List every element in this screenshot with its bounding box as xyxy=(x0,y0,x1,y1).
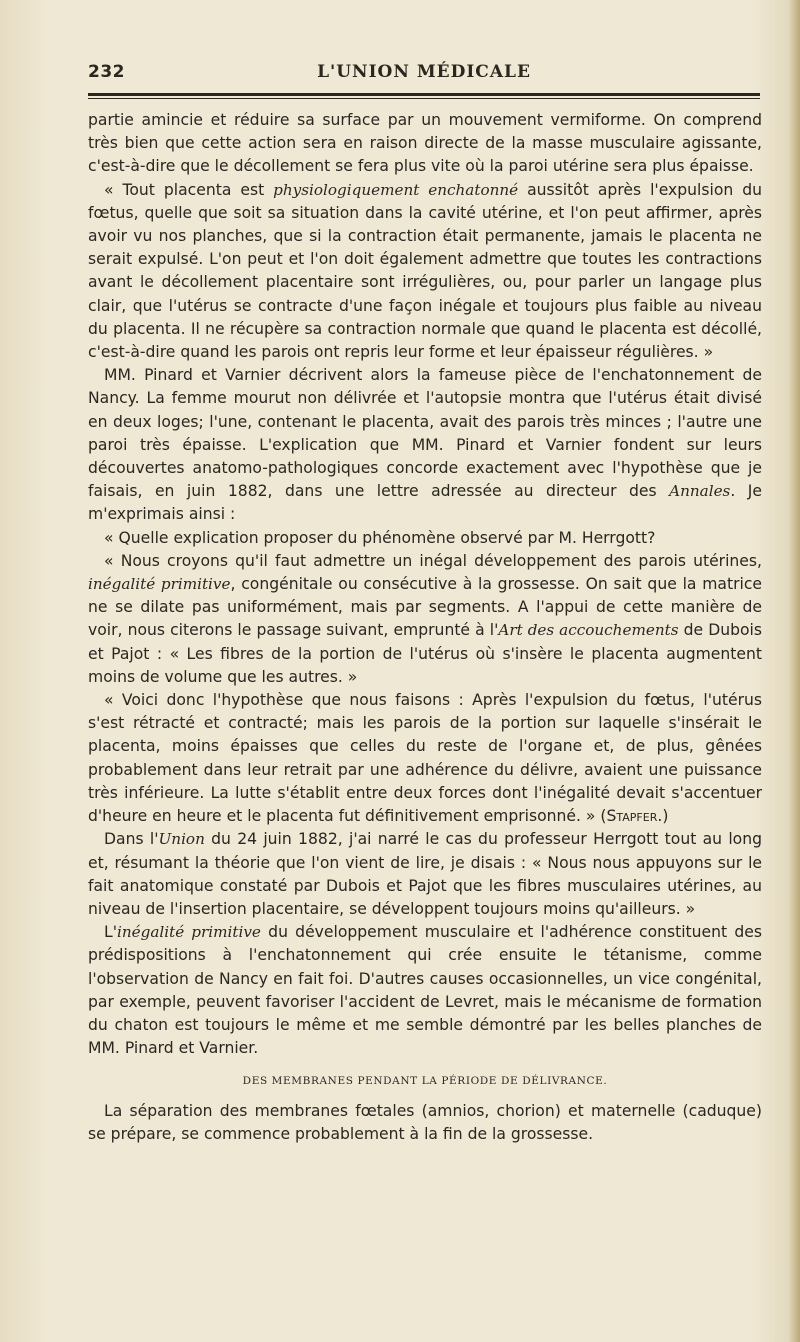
paragraph-2-emphasis: physiologiquement enchatonné xyxy=(273,180,519,199)
paragraph-2-after: aussitôt après l'expulsion du fœtus, quelle que soit sa situation dans la cavité utérine, et l'on peut affirmer, après avoir vu nos planches, que si la contraction était permanente, jamais le placenta ne serait expulsé. L'on peut et l'on doit également admettre que toutes les contractions avant le décollement placentaire sont irrégulières, ou, pour parler un langage plus clair, que l'utérus se contracte d'une façon inégale et toujours plus faible au niveau du placenta. Il ne récupère sa contraction normale que quand le placenta est décollé, c'est-à-dire quand les parois ont repris leur forme et leur épaisseur régulières. » xyxy=(88,180,762,362)
paragraph-3-emphasis: Annales xyxy=(669,482,731,501)
final-paragraph xyxy=(88,1100,762,1146)
paragraph-8 xyxy=(88,921,762,1060)
paragraph-8-before: L' xyxy=(104,923,117,942)
paragraph-4-text: « Quelle explication proposer du phénomène observé par M. Herrgott? xyxy=(104,528,656,547)
paragraph-3-after: . Je m'exprimais ainsi : xyxy=(88,482,762,524)
page-edge-shadow xyxy=(788,0,800,1342)
paragraph-3 xyxy=(88,364,762,526)
running-title: L'UNION MÉDICALE xyxy=(317,62,531,82)
page-header xyxy=(88,62,760,86)
paragraph-7-before: Dans l' xyxy=(104,830,159,849)
header-rule-thin xyxy=(88,98,760,99)
paragraph-5-before: « Nous croyons qu'il faut admettre un inégal développement des parois utérines, xyxy=(104,551,762,570)
paragraph-4 xyxy=(88,527,762,550)
final-paragraph-text: La séparation des membranes fœtales (amnios, chorion) et maternelle (caduque) se prépare, se commence probablement à la fin de la grossesse. xyxy=(88,1101,762,1143)
paragraph-2-before: « Tout placenta est xyxy=(104,180,274,199)
paragraph-3-text: MM. Pinard et Varnier décrivent alors la fameuse pièce de l'enchatonnement de Nancy. La femme mourut non délivrée et l'autopsie montra que l'utérus était divisé en deux loges; l'une, contenant le placenta, avait des parois très minces ; l'autre une paroi très épaisse. L'explication que MM. Pinard et Varnier fondent sur leurs découvertes anatomo-pathologiques concorde exactement avec l'hypothèse que je faisais, en juin 1882, dans une lettre adressée au directeur des xyxy=(88,366,762,501)
page-number: 232 xyxy=(88,62,125,82)
paragraph-6-after: .) xyxy=(657,807,669,826)
section-heading: DES MEMBRANES PENDANT LA PÉRIODE DE DÉLIVRANCE. xyxy=(242,1075,608,1088)
paragraph-7-after: du 24 juin 1882, j'ai narré le cas du professeur Herrgott tout au long et, résumant la théorie que l'on vient de lire, je disais : « Nous nous appuyons sur le fait anatomique constaté par Dubois et Pajot que les fibres musculaires utérines, au niveau de l'insertion placentaire, se développent toujours moins qu'ailleurs. » xyxy=(88,830,762,918)
paragraph-8-after: du développement musculaire et l'adhérence constituent des prédispositions à l'enchatonnement qui crée ensuite le tétanisme, comme l'observation de Nancy en fait foi. D'autres causes occasionnelles, un vice congénital, par exemple, peuvent favoriser l'accident de Levret, mais le mécanisme de formation du chaton est toujours le même et me semble démontré par les belles planches de MM. Pinard et Varnier. xyxy=(88,923,762,1058)
paragraph-7 xyxy=(88,828,762,921)
paragraph-5-emphasis-2: Art des accouchements xyxy=(498,621,679,640)
paragraph-2 xyxy=(88,179,762,365)
paragraph-6 xyxy=(88,689,762,828)
paragraph-5-middle: , congénitale ou consécutive à la grossesse. On sait que la matrice ne se dilate pas uniformément, mais par segments. A l'appui de cette manière de voir, nous citerons le passage suivant, emprunté à l' xyxy=(88,575,762,640)
paragraph-5 xyxy=(88,550,762,689)
paragraph-1-text: partie amincie et réduire sa surface par un mouvement vermiforme. On comprend très bien que cette action sera en raison directe de la masse musculaire agissante, c'est-à-dire que le décollement se fera plus vite où la paroi utérine sera plus épaisse. xyxy=(88,111,762,176)
paragraph-7-emphasis: Union xyxy=(158,830,205,849)
paragraph-5-emphasis: inégalité primitive xyxy=(88,575,231,594)
header-rule-thick xyxy=(88,93,760,96)
paragraph-6-text: « Voici donc l'hypothèse que nous faisons : Après l'expulsion du fœtus, l'utérus s'est rétracté et contracté; mais les parois de la portion sur laquelle s'insérait le placenta, moins épaisses que celles du reste de l'organe et, de plus, gênées probablement dans leur retrait par une adhérence du délivre, avaient une puissance très inférieure. La lutte s'établit entre deux forces dont l'inégalité devait s'accentuer d'heure en heure et le placenta fut définitivement emprisonné. » ( xyxy=(88,691,762,826)
paragraph-8-emphasis: inégalité primitive xyxy=(116,923,261,942)
paragraph-5-after: de Dubois et Pajot : « Les fibres de la portion de l'utérus où s'insère le placenta augmentent moins de volume que les autres. » xyxy=(88,621,762,686)
article-body xyxy=(88,109,762,1146)
paragraph-1 xyxy=(88,109,762,179)
paragraph-6-author: Stapfer xyxy=(606,807,658,826)
